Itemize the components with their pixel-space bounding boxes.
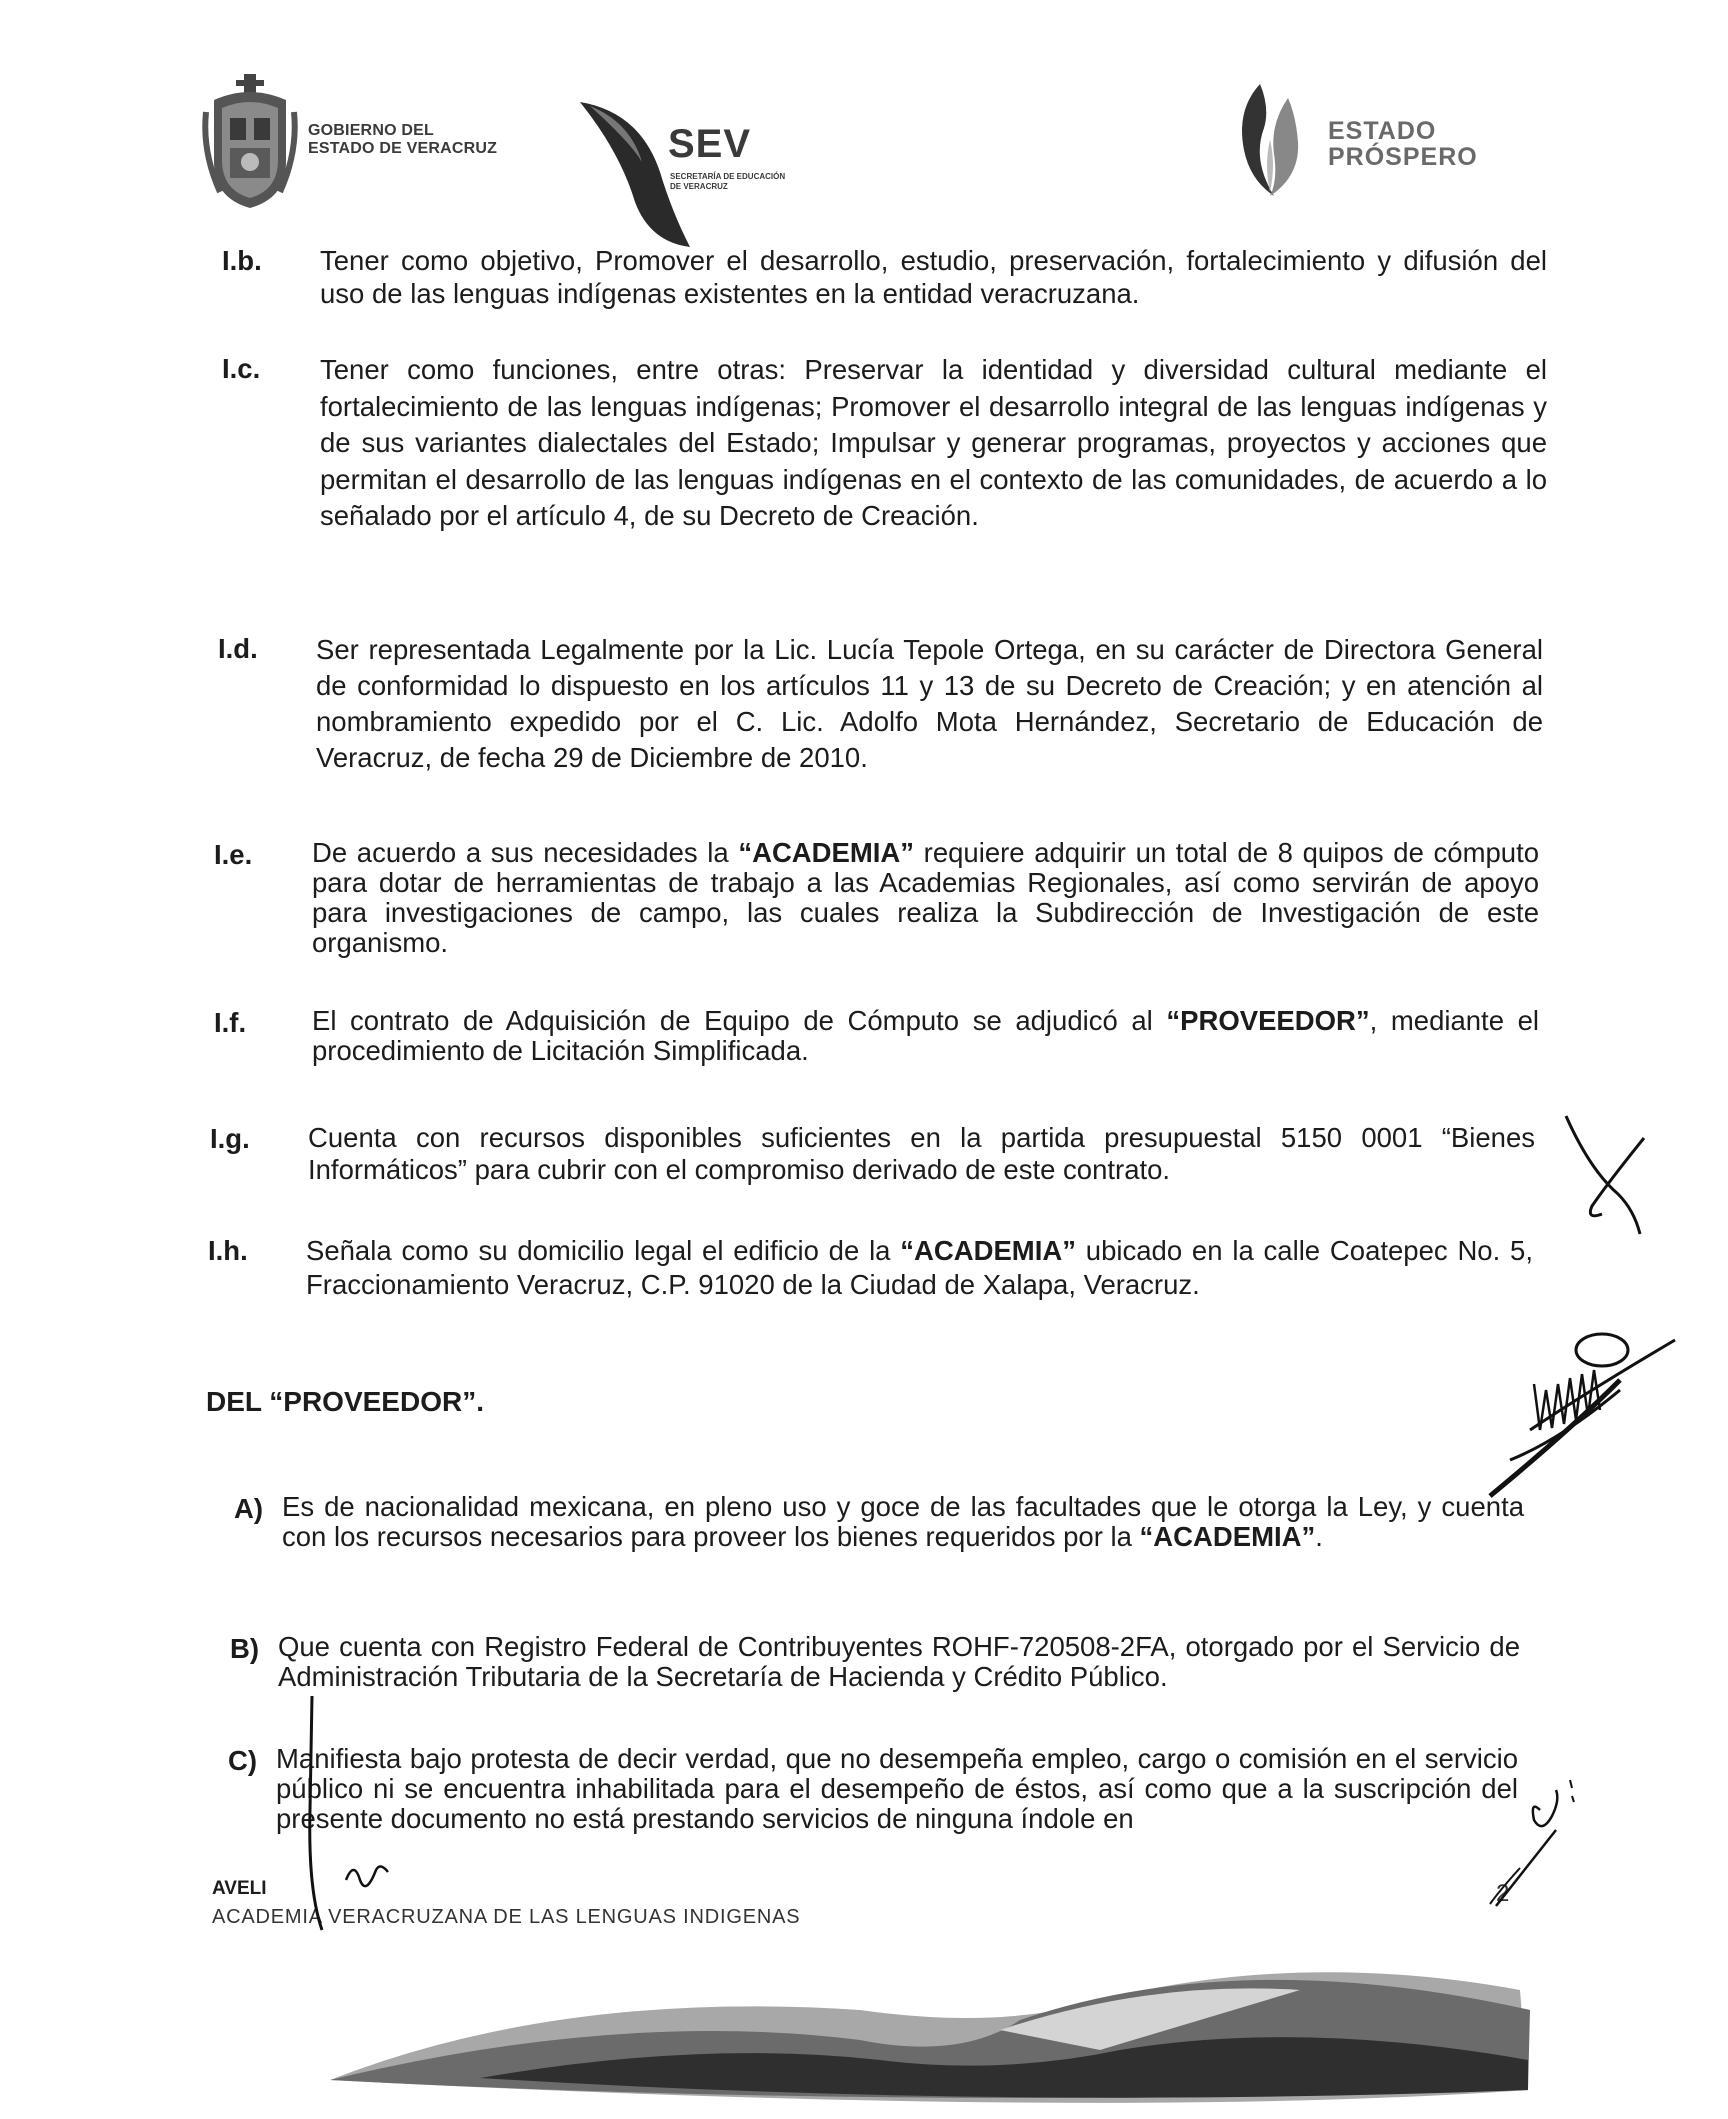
clause-text [312,838,1539,958]
clause-text-bold: “ACADEMIA” [900,1235,1076,1266]
gob-line1: GOBIERNO DEL [308,122,434,139]
clause-text: Que cuenta con Registro Federal de Contribuyentes ROHF-720508-2FA, otorgado por el Servicio de Administración Tributaria de la Secretaría de Hacienda y Crédito Público. [278,1631,1520,1692]
clause-label: I.c. [222,353,261,384]
clause-text-before: Es de nacionalidad mexicana, en pleno uso y goce de las facultades que le otorga la Ley, y cuenta con los recursos necesarios para proveer los bienes requeridos por la [282,1491,1524,1552]
estado-line1: ESTADO [1328,117,1437,145]
sev-logo [580,92,860,252]
clause-text-after: ubicado en la calle Coatepec No. 5, Fraccionamiento Veracruz, C.P. 91020 de la Ciudad de Xalapa, Veracruz. [306,1235,1533,1300]
clause-text-after: , mediante el procedimiento de Licitación Simplificada. [312,1005,1539,1066]
clause-text-bold: “PROVEEDOR” [1166,1005,1370,1036]
clause-text: Tener como objetivo, Promover el desarrollo, estudio, preservación, fortalecimiento y difusión del uso de las lenguas indígenas existentes en la entidad veracruzana. [320,245,1547,309]
clause-text-after: . [1315,1521,1323,1552]
clause-text [306,1234,1533,1302]
clause-text: Cuenta con recursos disponibles suficientes en la partida presupuestal 5150 0001 “Bienes Informáticos” para cubrir con el compromiso derivado de este contrato. [308,1122,1535,1185]
sev-subtitle [670,172,785,192]
clause-label: I.f. [214,1007,247,1038]
signature-vertical-stroke [300,1690,390,1940]
clause-text: Ser representada Legalmente por la Lic. Lucía Tepole Ortega, en su carácter de Directora General de conformidad lo dispuesto en los artículos 11 y 13 de su Decreto de Creación; y en atención al nombramiento expedido por el C. Lic. Adolfo Mota Hernández, Secretario de Educación de Veracruz, de fecha 29 de Diciembre de 2010. [316,634,1543,773]
sev-sub-line2: DE VERACRUZ [670,182,728,191]
clause-text: Manifiesta bajo protesta de decir verdad, que no desempeña empleo, cargo o comisión en el servicio público ni se encuentra inhabilitada para el desempeño de éstos, así como que a la suscripción del presente documento no está prestando servicios de ninguna índole en [276,1743,1518,1834]
clause-label: A) [234,1493,264,1524]
clause-text-after: requiere adquirir un total de 8 quipos de cómputo para dotar de herramientas de trabajo a las Academias Regionales, así como servirán de apoyo para investigaciones de campo, las cuales realiza la Subdirección de Investigación de este organismo. [312,837,1539,958]
gobierno-veracruz-text [308,122,497,158]
clause-label: I.b. [222,245,262,276]
gob-line2: ESTADO DE VERACRUZ [308,140,498,157]
footer-academia-name: ACADEMIA VERACRUZANA DE LAS LENGUAS INDIGENAS [212,1906,801,1928]
signature-x-mark [1560,1110,1650,1240]
clause-label: B) [230,1633,260,1664]
sev-sub-line1: SECRETARÍA DE EDUCACIÓN [670,172,786,181]
clause-text-bold: “ACADEMIA” [738,837,915,868]
clause-label: I.h. [208,1235,248,1266]
clause-text [282,1492,1524,1552]
page-number: 2 [1496,1880,1510,1907]
gobierno-veracruz-logo [200,72,530,222]
estado-line2: PRÓSPERO [1328,143,1478,171]
section-title-proveedor: DEL “PROVEEDOR”. [206,1386,484,1417]
clause-text-bold: “ACADEMIA” [1139,1521,1316,1552]
footer-aveli: AVELI [212,1878,267,1899]
estado-prospero-text [1328,118,1478,170]
clause-label: C) [228,1745,258,1776]
estado-prospero-logo [1230,80,1490,210]
clause-label: I.d. [218,633,258,664]
clause-label: I.g. [210,1123,250,1154]
signature-initials-margin [1460,1740,1580,1910]
clause-label: I.e. [214,839,253,870]
clause-text-before: Señala como su domicilio legal el edificio de la [306,1235,901,1266]
clause-text-before: De acuerdo a sus necesidades la [312,837,739,868]
clause-text-before: El contrato de Adquisición de Equipo de Cómputo se adjudicó al [312,1005,1167,1036]
veracruz-coat-of-arms-icon [200,72,300,212]
clause-text [312,1006,1539,1066]
signature-initials-right [1470,1320,1680,1510]
footer-wave-graphic [0,1950,1728,2119]
estado-prospero-flame-icon [1230,80,1310,200]
sev-title: SEV [668,122,752,166]
clause-text: Tener como funciones, entre otras: Preservar la identidad y diversidad cultural mediante el fortalecimiento de las lenguas indígenas; Promover el desarrollo integral de las lenguas indígenas y de sus variantes dialectales del Estado; Impulsar y generar programas, proyectos y acciones que permitan el desarrollo de las lenguas indígenas en el contexto de las comunidades, de acuerdo a lo señalado por el artículo 4, de su Decreto de Creación. [320,354,1547,531]
